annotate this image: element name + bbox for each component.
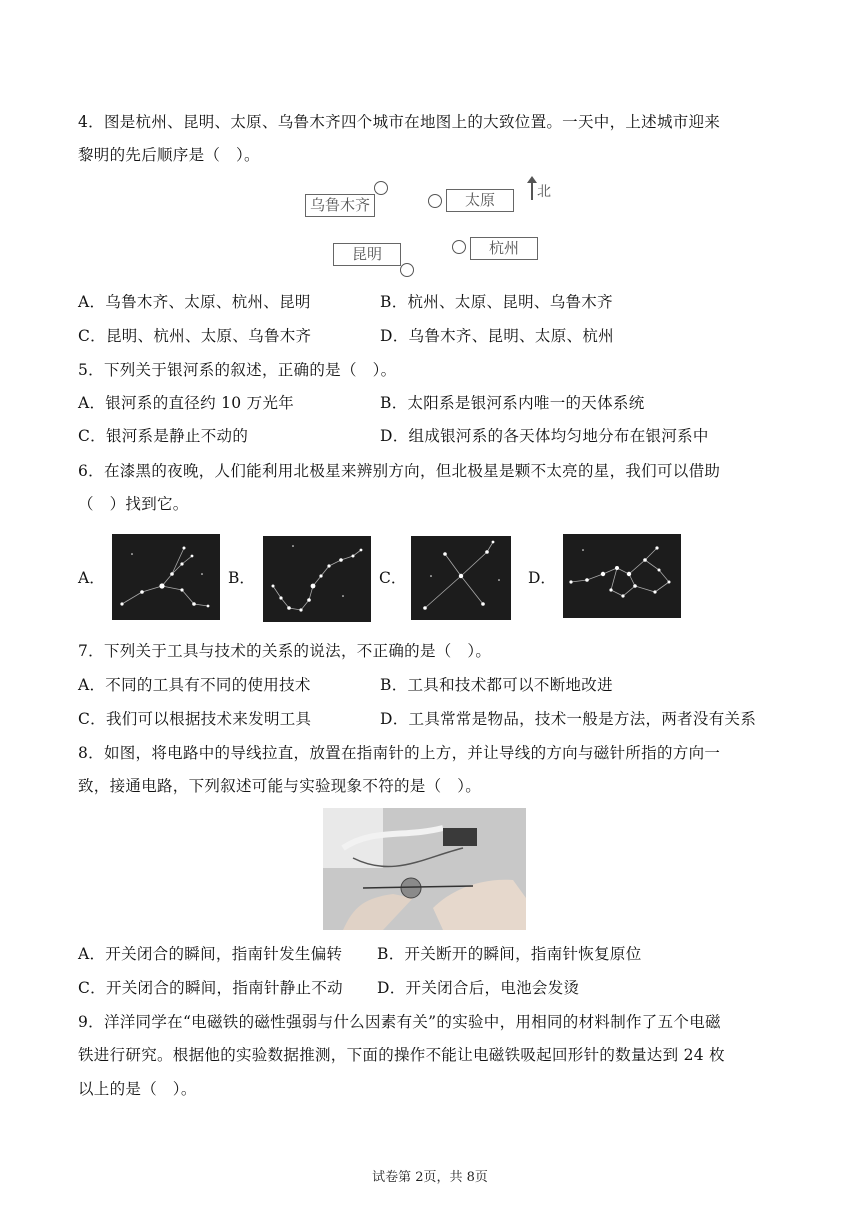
q5-stem: 5．下列关于银河系的叙述，正确的是（ ）。 [78, 361, 397, 379]
q4-stem-line2: 黎明的先后顺序是（ ）。 [78, 146, 260, 164]
constellation-d-image [563, 534, 681, 618]
q6-stem-line1: 6．在漆黑的夜晚，人们能利用北极星来辨别方向，但北极星是颗不太亮的星，我们可以借助 [78, 462, 721, 480]
q5-option-d: D．组成银河系的各天体均匀地分布在银河系中 [380, 427, 709, 445]
q5-option-b: B．太阳系是银河系内唯一的天体系统 [380, 394, 645, 412]
q8-option-a: A．开关闭合的瞬间，指南针发生偏转 [78, 945, 343, 963]
q4-option-a: A．乌鲁木齐、太原、杭州、昆明 [78, 293, 311, 311]
q8-stem-line1: 8．如图，将电路中的导线拉直，放置在指南针的上方，并让导线的方向与磁针所指的方向一 [78, 744, 721, 762]
q9-stem-line1: 9．洋洋同学在“电磁铁的磁性强弱与什么因素有关”的实验中，用相同的材料制作了五个电磁 [78, 1013, 721, 1031]
constellation-b-image [263, 536, 371, 622]
q9-stem-line3: 以上的是（ ）。 [78, 1080, 197, 1098]
q7-option-c: C．我们可以根据技术来发明工具 [78, 710, 312, 728]
q9-stem-line2: 铁进行研究。根据他的实验数据推测，下面的操作不能让电磁铁吸起回形针的数量达到 24 枚 [78, 1046, 725, 1064]
q6-label-d: D． [528, 569, 556, 587]
circuit-compass-photo [323, 808, 526, 930]
q6-label-c: C． [379, 569, 407, 587]
map-city-hangzhou: 杭州 [470, 237, 538, 260]
map-city-urumqi: 乌鲁木齐 [305, 194, 375, 217]
q8-option-c: C．开关闭合的瞬间，指南针静止不动 [78, 979, 343, 997]
q6-stem-line2: （ ）找到它。 [78, 495, 189, 513]
q6-label-a: A． [78, 569, 105, 587]
map-dot-taiyuan [428, 194, 442, 208]
q7-option-d: D．工具常常是物品，技术一般是方法，两者没有关系 [380, 710, 757, 728]
map-dot-urumqi [374, 181, 388, 195]
q8-option-b: B．开关断开的瞬间，指南针恢复原位 [377, 945, 642, 963]
page-footer: 试卷第 2页，共 8页 [372, 1170, 488, 1185]
north-arrowhead-icon [527, 176, 537, 183]
map-dot-kunming [400, 263, 414, 277]
map-dot-hangzhou [452, 240, 466, 254]
north-arrow-icon [531, 180, 533, 200]
q4-option-d: D．乌鲁木齐、昆明、太原、杭州 [380, 327, 614, 345]
q4-option-b: B．杭州、太原、昆明、乌鲁木齐 [380, 293, 613, 311]
q5-option-a: A．银河系的直径约 10 万光年 [78, 394, 295, 412]
north-label: 北 [537, 184, 551, 200]
q6-label-b: B． [228, 569, 255, 587]
map-city-kunming: 昆明 [333, 243, 401, 266]
q8-option-d: D．开关闭合后，电池会发烫 [377, 979, 580, 997]
q4-stem-line1: 4．图是杭州、昆明、太原、乌鲁木齐四个城市在地图上的大致位置。一天中，上述城市迎来 [78, 113, 721, 131]
q7-option-a: A．不同的工具有不同的使用技术 [78, 676, 311, 694]
constellation-a-image [112, 534, 220, 620]
q7-option-b: B．工具和技术都可以不断地改进 [380, 676, 613, 694]
q7-stem: 7．下列关于工具与技术的关系的说法，不正确的是（ ）。 [78, 642, 492, 660]
q5-option-c: C．银河系是静止不动的 [78, 427, 249, 445]
q8-stem-line2: 致，接通电路，下列叙述可能与实验现象不符的是（ ）。 [78, 777, 482, 795]
constellation-c-image [411, 536, 511, 620]
map-city-taiyuan: 太原 [446, 189, 514, 212]
q4-option-c: C．昆明、杭州、太原、乌鲁木齐 [78, 327, 312, 345]
